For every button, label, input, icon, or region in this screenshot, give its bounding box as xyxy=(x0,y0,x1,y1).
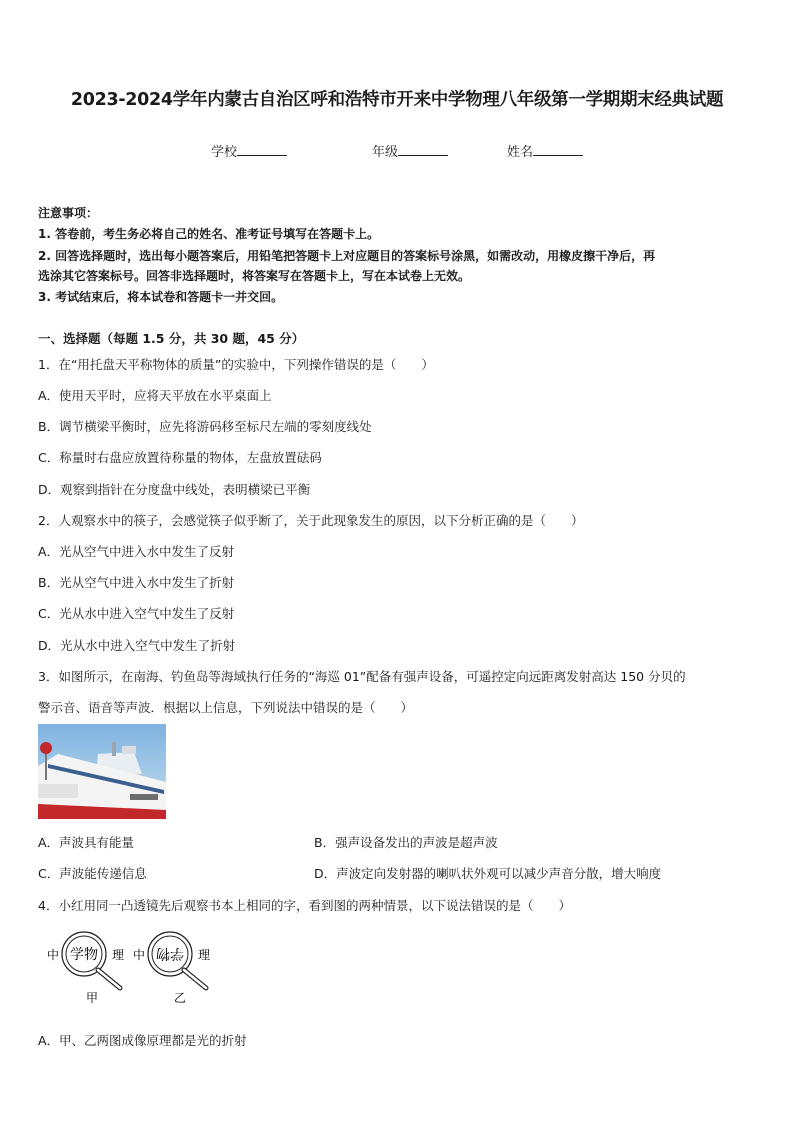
notice-item: 选涂其它答案标号。回答非选择题时，将答案写在答题卡上，写在本试卷上无效。 xyxy=(38,269,471,283)
figure-char: 理 xyxy=(112,948,125,962)
notice-item: 3. 考试结束后，将本试卷和答题卡一并交回。 xyxy=(38,290,284,304)
figure-char: 中 xyxy=(47,948,60,962)
figure-char: 学物 xyxy=(156,945,184,961)
option: C．声波能传递信息 xyxy=(38,866,147,881)
magnifier-figure xyxy=(40,924,220,1008)
option: A．光从空气中进入水中发生了反射 xyxy=(38,544,235,559)
option: A．声波具有能量 xyxy=(38,835,135,850)
grade-label: 年级 xyxy=(372,145,399,160)
option: A．使用天平时，应将天平放在水平桌面上 xyxy=(38,388,272,403)
option: A．甲、乙两图成像原理都是光的折射 xyxy=(38,1033,247,1048)
question-stem: 警示音、语音等声波．根据以上信息，下列说法中错误的是（ ） xyxy=(38,700,414,715)
name-field xyxy=(507,141,583,160)
option: B．调节横梁平衡时，应先将游码移至标尺左端的零刻度线处 xyxy=(38,419,372,434)
option: D．声波定向发射器的喇叭状外观可以减少声音分散，增大响度 xyxy=(314,866,662,881)
grade-blank xyxy=(398,143,448,156)
notice-item: 1. 答卷前，考生务必将自己的姓名、准考证号填写在答题卡上。 xyxy=(38,227,380,241)
figure-char: 学物 xyxy=(70,947,98,963)
grade-field xyxy=(372,141,448,160)
school-label: 学校 xyxy=(211,145,238,160)
question-stem: 4．小红用同一凸透镜先后观察书本上相同的字，看到图的两种情景，以下说法错误的是（ ） xyxy=(38,898,571,913)
question-stem: 1．在“用托盘天平称物体的质量”的实验中，下列操作错误的是（ ） xyxy=(38,357,434,372)
option: C．光从水中进入空气中发生了反射 xyxy=(38,606,235,621)
question-stem: 3．如图所示，在南海、钓鱼岛等海域执行任务的“海巡 01”配备有强声设备，可遥控定向远距离发射高达 150 分贝的 xyxy=(38,669,686,684)
option: D．观察到指针在分度盘中线处，表明横梁已平衡 xyxy=(38,482,311,497)
option: D．光从水中进入空气中发生了折射 xyxy=(38,638,236,653)
notice-heading: 注意事项： xyxy=(38,206,99,220)
option: B．光从空气中进入水中发生了折射 xyxy=(38,575,235,590)
school-field xyxy=(211,141,287,160)
figure-char: 中 xyxy=(133,948,146,962)
option: B．强声设备发出的声波是超声波 xyxy=(314,835,498,850)
option: C．称量时右盘应放置待称量的物体，左盘放置砝码 xyxy=(38,450,322,465)
figure-char: 理 xyxy=(198,948,211,962)
figure-label: 乙 xyxy=(174,991,187,1005)
name-blank xyxy=(533,143,583,156)
question-stem: 2．人观察水中的筷子，会感觉筷子似乎断了，关于此现象发生的原因，以下分析正确的是（ ） xyxy=(38,513,584,528)
figure-label: 甲 xyxy=(86,991,99,1005)
school-blank xyxy=(237,143,287,156)
section-heading: 一、选择题（每题 1.5 分，共 30 题，45 分） xyxy=(38,331,305,346)
name-label: 姓名 xyxy=(507,145,534,160)
ship-photo xyxy=(38,724,166,819)
notice-item: 2. 回答选择题时，选出每小题答案后，用铅笔把答题卡上对应题目的答案标号涂黑，如需改动，用橡皮擦干净后，再 xyxy=(38,249,656,263)
page-title: 2023-2024学年内蒙古自治区呼和浩特市开来中学物理八年级第一学期期末经典试题 xyxy=(70,90,724,110)
